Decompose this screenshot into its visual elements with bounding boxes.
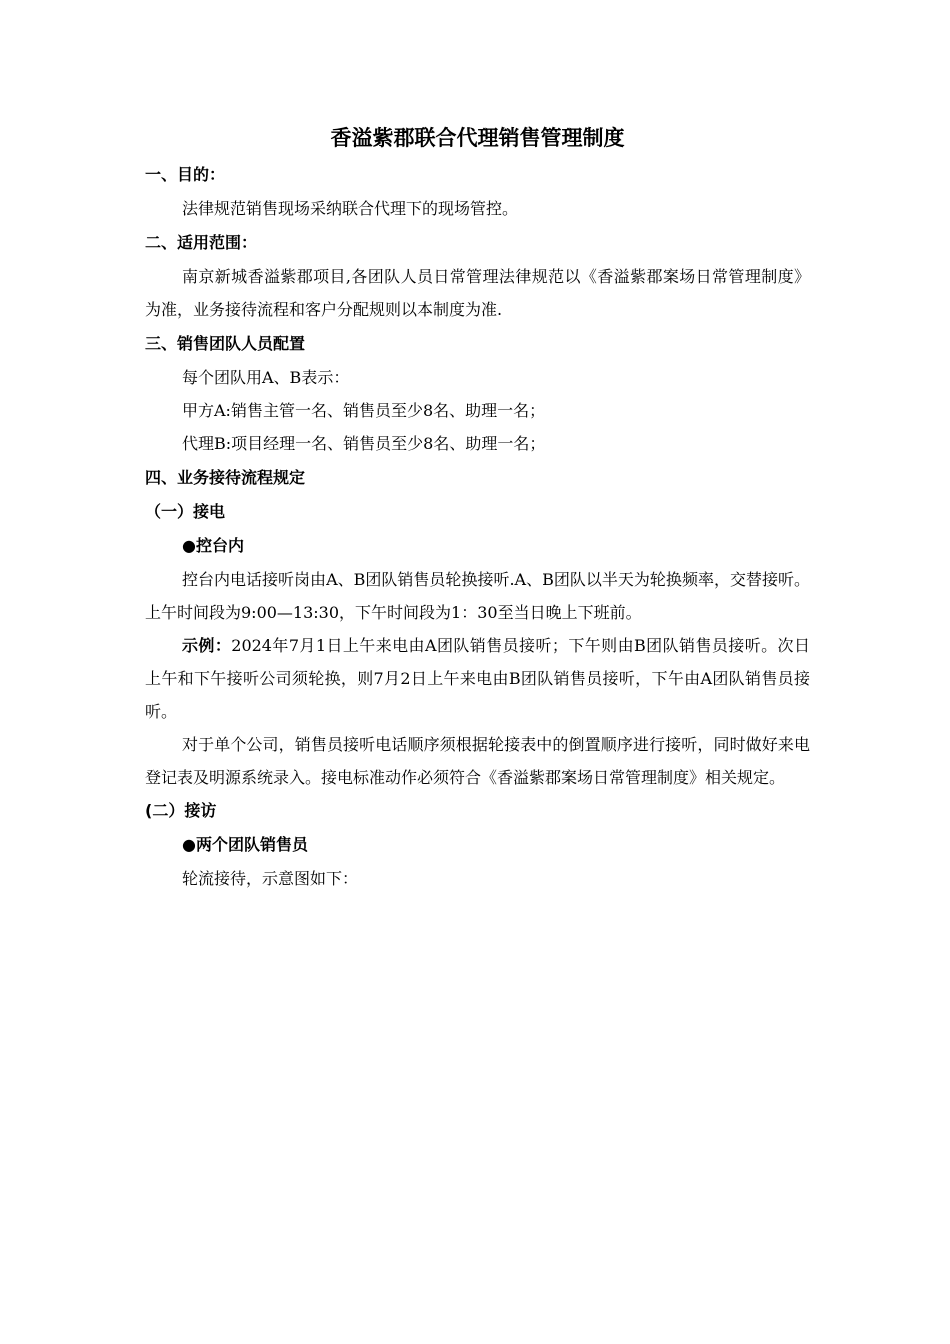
bullet-console: ●控台内 — [182, 536, 244, 555]
document-page — [145, 118, 810, 895]
calls-paragraph-order: 对于单个公司，销售员接听电话顺序须根据轮接表中的倒置顺序进行接听，同时做好来电登记表及明源系统录入。接电标准动作必须符合《香溢紫郡案场日常管理制度》相关规定。 — [145, 735, 810, 787]
subsection-heading-visits: (二）接访 — [145, 801, 217, 820]
section-heading-staffing: 三、销售团队人员配置 — [145, 334, 306, 353]
section-text-scope: 南京新城香溢紫郡项目,各团队人员日常管理法律规范以《香溢紫郡案场日常管理制度》为准，业务接待流程和客户分配规则以本制度为准. — [145, 267, 810, 319]
visits-text: 轮流接待，示意图如下： — [182, 869, 359, 888]
calls-paragraph-rotation: 控台内电话接听岗由A、B团队销售员轮换接听.A、B团队以半天为轮换频率，交替接听。上午时间段为9:00—13:30，下午时间段为1：30至当日晚上下班前。 — [145, 570, 810, 622]
staffing-line-team-a: 甲方A:销售主管一名、销售员至少8名、助理一名； — [182, 401, 546, 420]
calls-paragraph-example — [145, 629, 810, 728]
subsection-heading-calls: （一）接电 — [145, 502, 226, 521]
staffing-line-intro: 每个团队用A、B表示： — [182, 368, 350, 387]
staffing-line-team-b: 代理B:项目经理一名、销售员至少8名、助理一名； — [182, 434, 546, 453]
section-text-purpose: 法律规范销售现场采纳联合代理下的现场管控。 — [182, 199, 519, 218]
example-label: 示例： — [182, 636, 232, 655]
section-heading-process: 四、业务接待流程规定 — [145, 468, 306, 487]
document-title: 香溢紫郡联合代理销售管理制度 — [330, 126, 625, 150]
section-heading-scope: 二、适用范围： — [145, 233, 258, 252]
bullet-two-teams: ●两个团队销售员 — [182, 835, 308, 854]
section-heading-purpose: 一、目的： — [145, 165, 226, 184]
example-text: 2024年7月1日上午来电由A团队销售员接听；下午则由B团队销售员接听。次日上午和下午接听公司须轮换，则7月2日上午来电由B团队销售员接听，下午由A团队销售员接听。 — [145, 636, 810, 721]
